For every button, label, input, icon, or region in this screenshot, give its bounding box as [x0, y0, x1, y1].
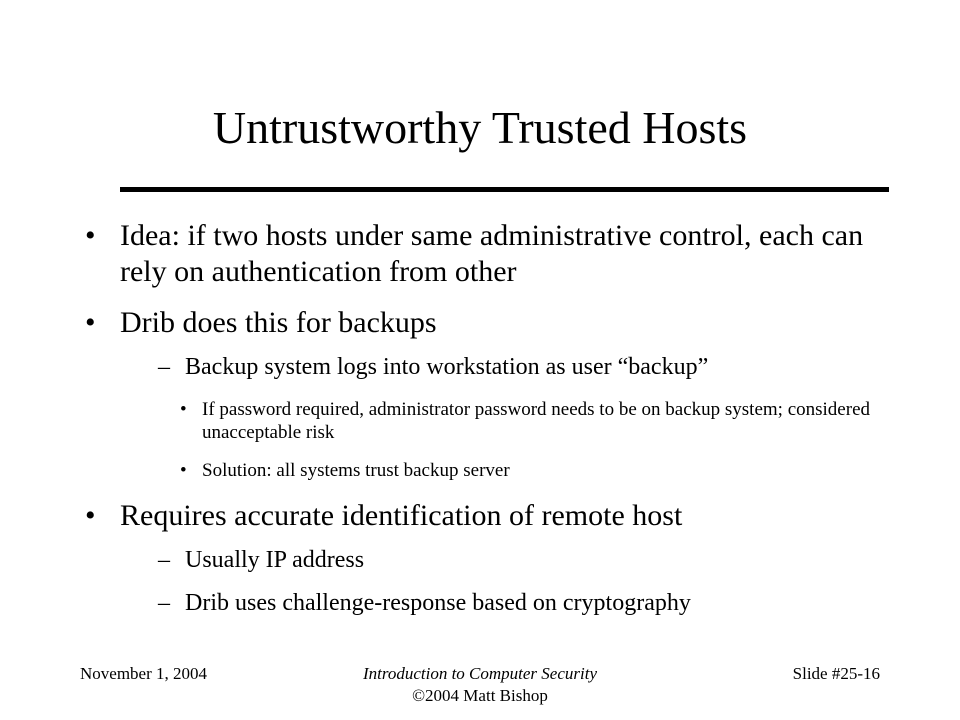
bullet-drib-backups: Drib does this for backups [120, 306, 437, 339]
sub-bullet-marker: – [158, 354, 170, 380]
bullet-idea: Idea: if two hosts under same administrative control, each can rely on authentication from other [120, 219, 864, 288]
bullet-marker: • [85, 499, 96, 532]
footer-slide-number: Slide #25-16 [792, 664, 880, 683]
sub-bullet-marker: – [158, 590, 170, 616]
bullet-marker: • [85, 306, 96, 339]
sub-sub-bullet-marker: • [180, 399, 187, 420]
sub-bullet-challenge-response: Drib uses challenge-response based on cryptography [185, 590, 691, 616]
sub-sub-bullet-marker: • [180, 460, 187, 481]
footer-course-title: Introduction to Computer Security [362, 664, 598, 683]
sub-sub-bullet-password: If password required, administrator password needs to be on backup system; considered unacceptable risk [202, 399, 870, 443]
footer-date: November 1, 2004 [80, 664, 208, 683]
bullet-marker: • [85, 219, 96, 252]
slide-title: Untrustworthy Trusted Hosts [212, 102, 748, 153]
title-divider [120, 187, 889, 192]
bullet-identification: Requires accurate identification of remote host [120, 499, 683, 532]
sub-bullet-backup-login: Backup system logs into workstation as user “backup” [185, 354, 709, 380]
sub-sub-bullet-solution: Solution: all systems trust backup server [202, 460, 510, 481]
sub-bullet-marker: – [158, 547, 170, 573]
footer-copyright: ©2004 Matt Bishop [412, 686, 548, 705]
sub-bullet-ip-address: Usually IP address [185, 547, 365, 573]
